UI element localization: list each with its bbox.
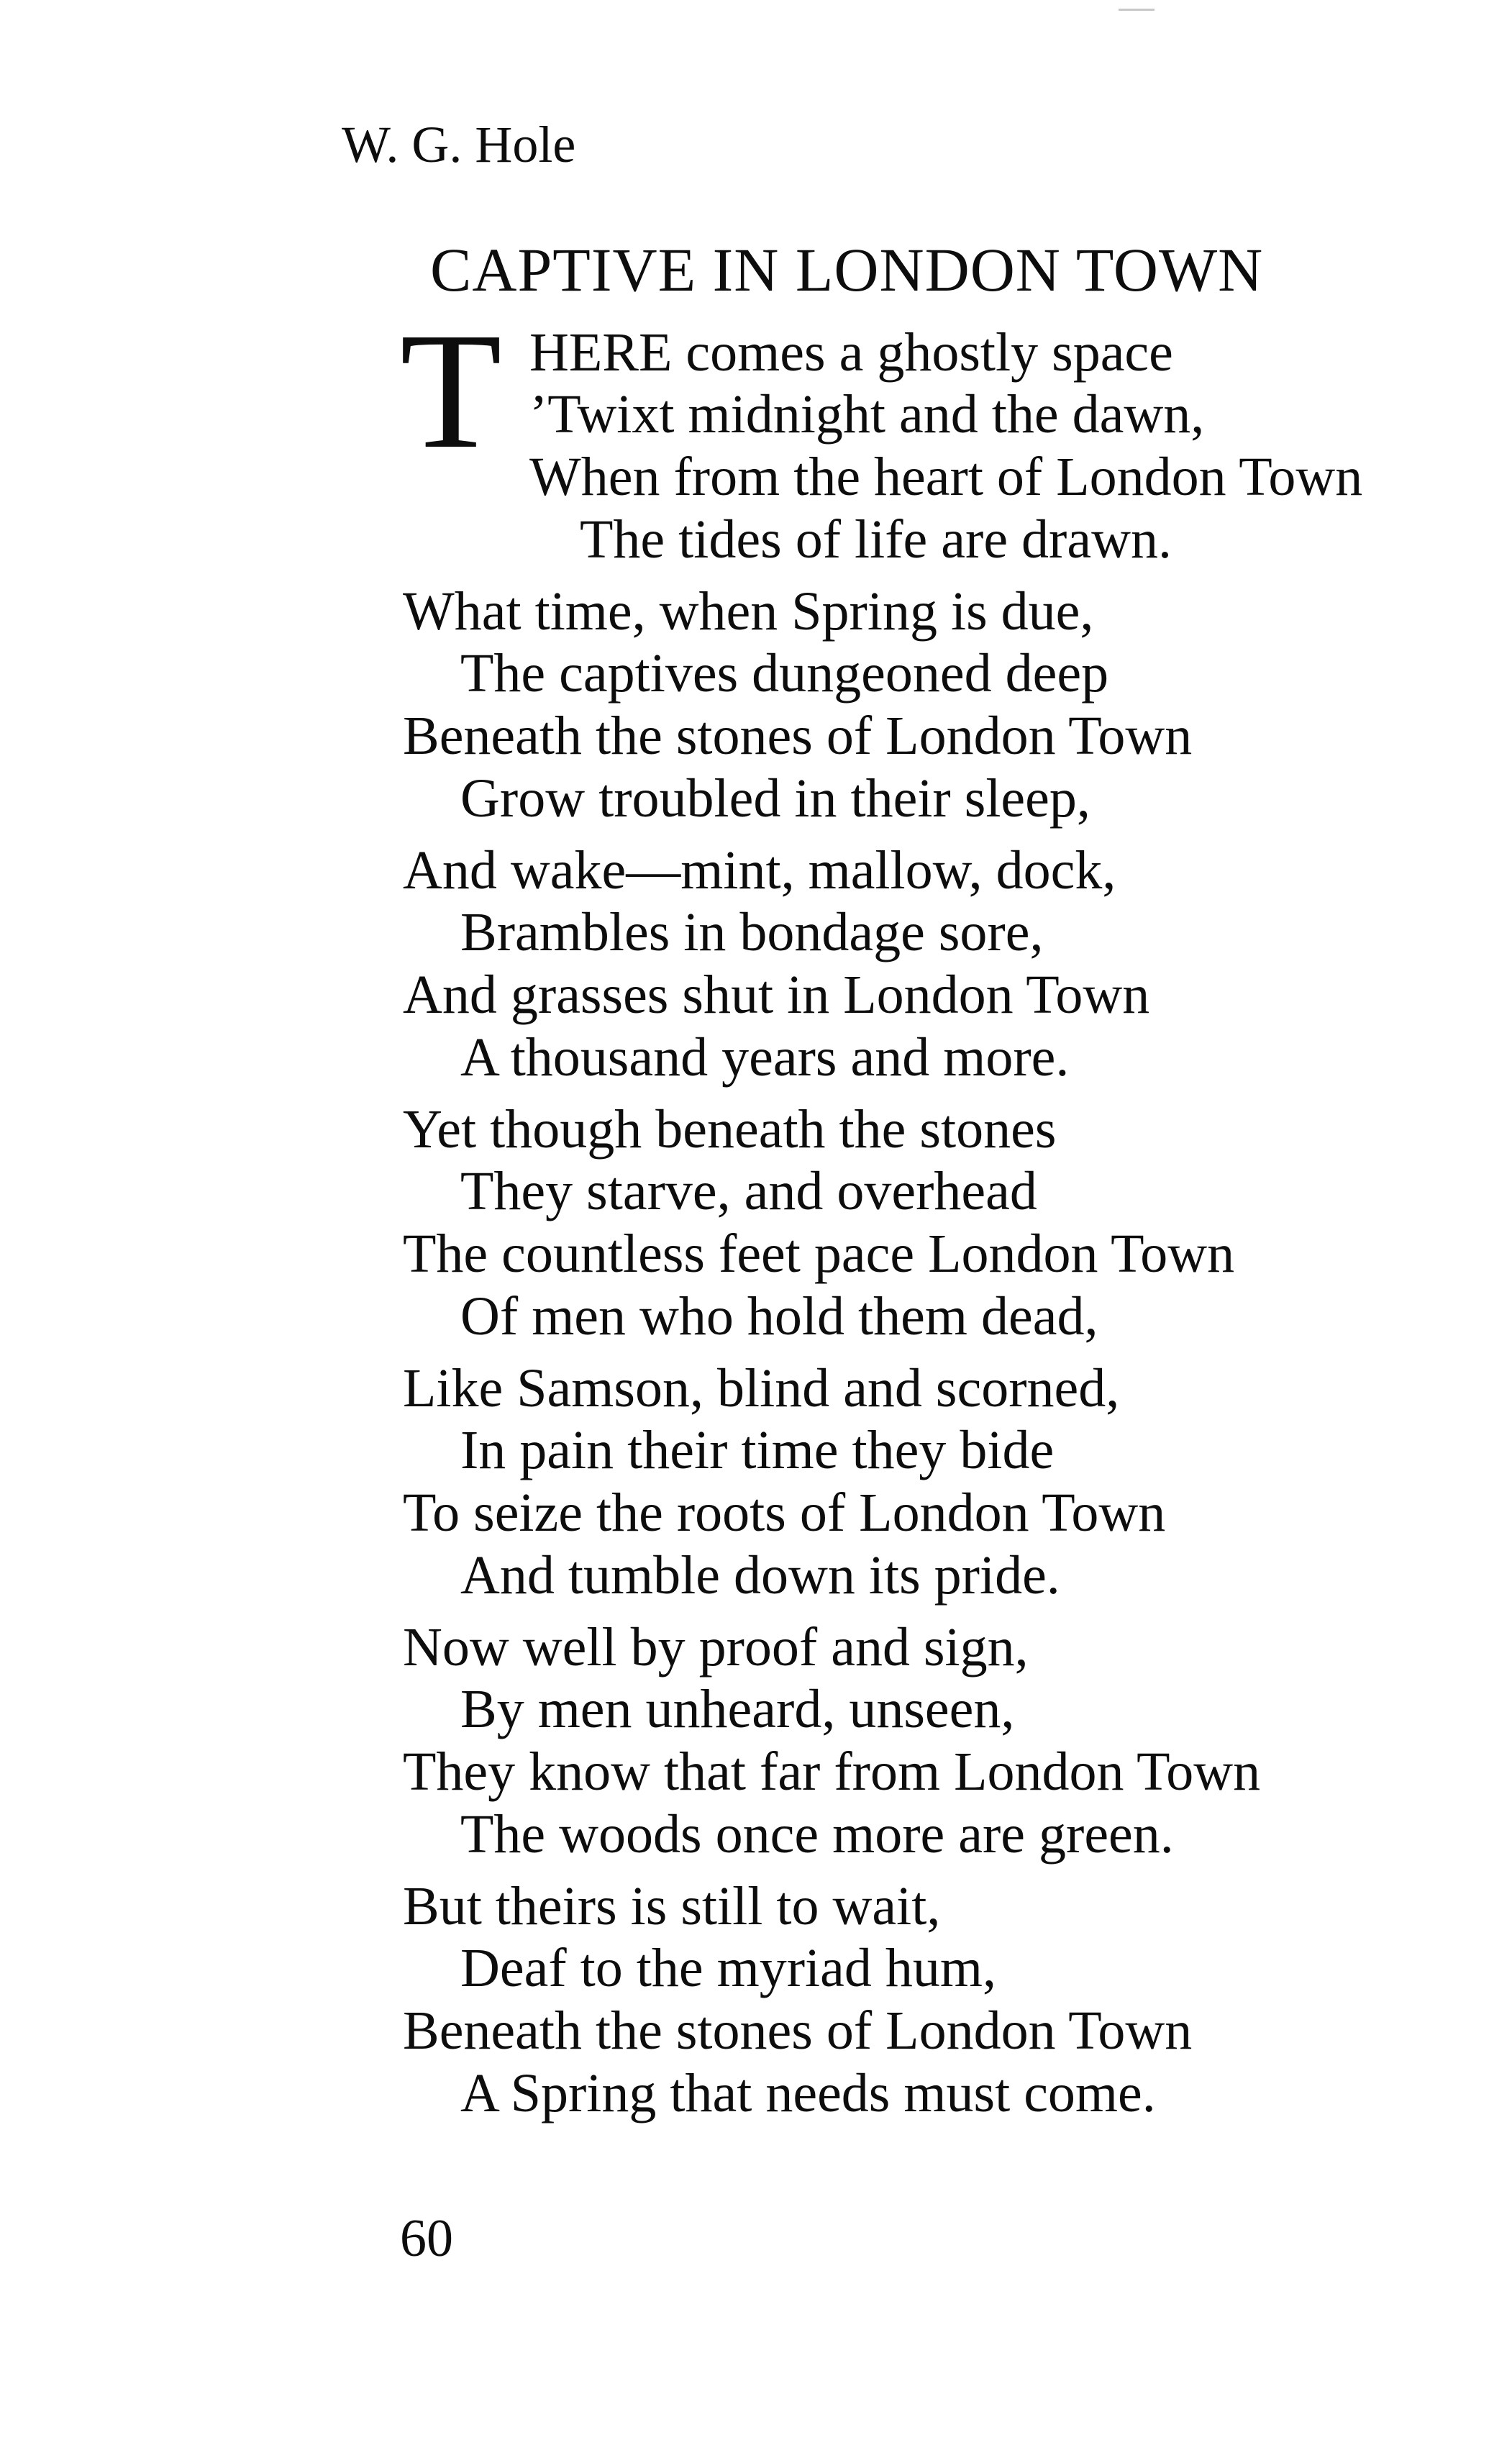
poem-line: The countless feet pace London Town	[403, 1224, 1235, 1284]
poem-line: Now well by proof and sign,	[403, 1617, 1029, 1678]
poem-line: And tumble down its pride.	[460, 1545, 1060, 1606]
poem-line: Brambles in bondage sore,	[460, 902, 1044, 962]
poem-line: The tides of life are drawn.	[580, 509, 1172, 570]
poem-line: Of men who hold them dead,	[460, 1286, 1098, 1347]
poem-line: And wake—mint, mallow, dock,	[403, 840, 1116, 901]
poem-line: To seize the roots of London Town	[403, 1483, 1166, 1543]
poem-line: A thousand years and more.	[460, 1027, 1070, 1088]
poem-line: The captives dungeoned deep	[460, 643, 1109, 704]
poem-line: When from the heart of London Town	[529, 447, 1363, 507]
page-number: 60	[400, 2209, 453, 2268]
poem-line: They starve, and overhead	[460, 1161, 1037, 1221]
poem-line: Deaf to the myriad hum,	[460, 1938, 997, 1998]
poem-line: Yet though beneath the stones	[403, 1099, 1057, 1160]
poem-line: But theirs is still to wait,	[403, 1876, 941, 1936]
poem-line: Beneath the stones of London Town	[403, 2000, 1193, 2061]
poem-title: CAPTIVE IN LONDON TOWN	[430, 235, 1264, 304]
poem-line: Grow troubled in their sleep,	[460, 768, 1090, 829]
poem-line: They know that far from London Town	[403, 1742, 1261, 1802]
poem-line: By men unheard, unseen,	[460, 1679, 1015, 1739]
author-name: W. G. Hole	[342, 116, 576, 173]
poem-line: Beneath the stones of London Town	[403, 706, 1193, 766]
poem-line: In pain their time they bide	[460, 1420, 1055, 1480]
drop-cap: T	[400, 299, 502, 483]
poem-line: A Spring that needs must come.	[460, 2063, 1156, 2123]
poem-line: Like Samson, blind and scorned,	[403, 1358, 1120, 1419]
poem-line: ’Twixt midnight and the dawn,	[529, 384, 1205, 445]
poem-line: And grasses shut in London Town	[403, 965, 1150, 1025]
poem-line: The woods once more are green.	[460, 1804, 1174, 1865]
poem-line: HERE comes a ghostly space	[529, 322, 1173, 383]
poem-line: What time, when Spring is due,	[403, 581, 1094, 642]
